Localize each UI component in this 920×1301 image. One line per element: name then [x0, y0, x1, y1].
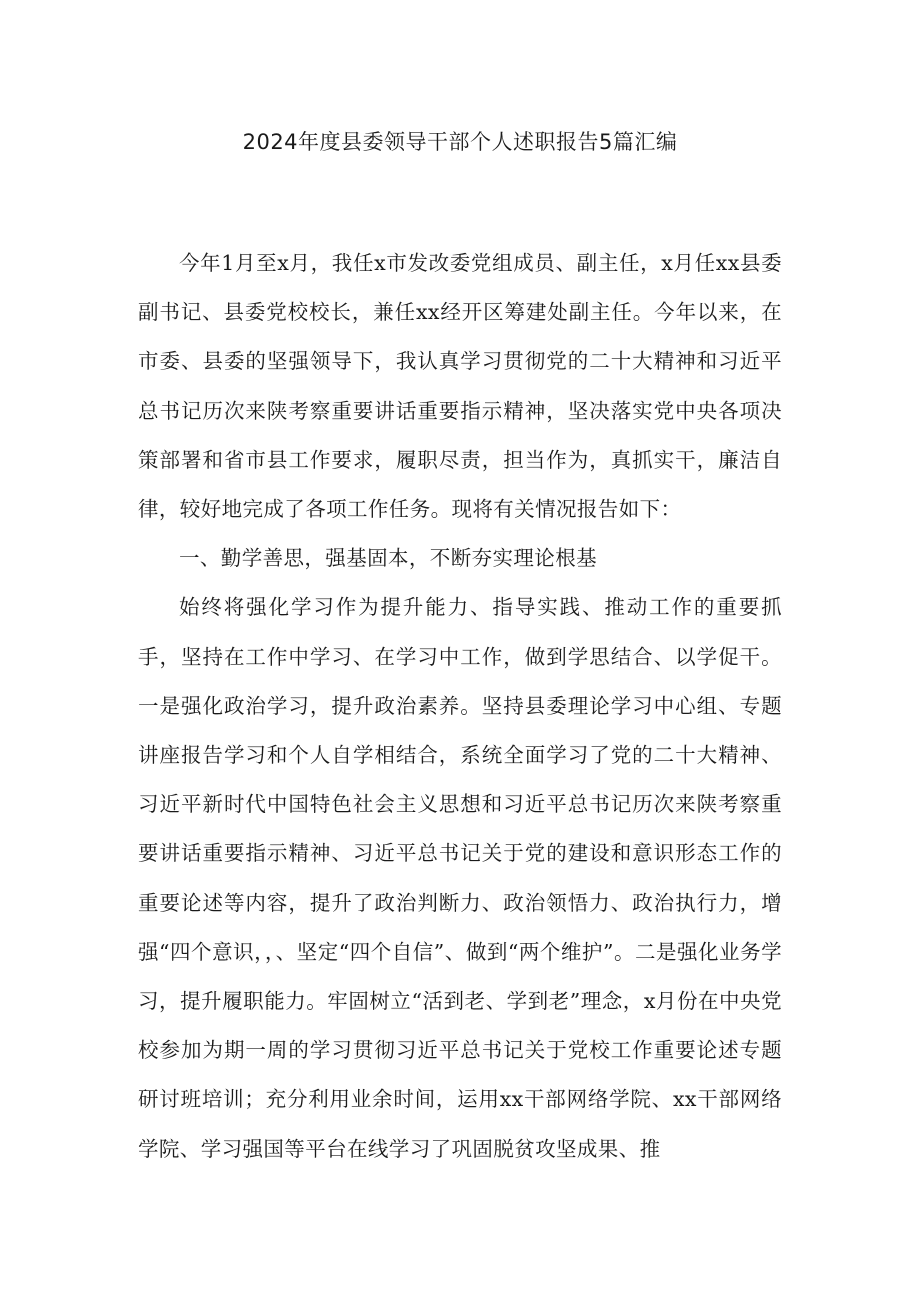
- section-heading-1: 一、勤学善思，强基固本，不断夯实理论根基: [179, 546, 597, 571]
- document-body: [138, 239, 782, 1174]
- document-title: 2024年度县委领导干部个人述职报告5篇汇编: [242, 130, 678, 154]
- intro-paragraph: 今年1月至x月，我任x市发改委党组成员、副主任，x月任xx县委副书记、县委党校校长，兼任xx经开区筹建处副主任。今年以来，在市委、县委的坚强领导下，我认真学习贯彻党的二十大精神和习近平总书记历次来陕考察重要讲话重要指示精神，坚决落实党中央各项决策部署和省市县工作要求，履职尽责，担当作为，真抓实干，廉洁自律，较好地完成了各项工作任务。现将有关情况报告如下：: [138, 251, 782, 522]
- section-paragraph-1: 始终将强化学习作为提升能力、指导实践、推动工作的重要抓手，坚持在工作中学习、在学习中工作，做到学思结合、以学促干。一是强化政治学习，提升政治素养。坚持县委理论学习中心组、专题讲座报告学习和个人自学相结合，系统全面学习了党的二十大精神、习近平新时代中国特色社会主义思想和习近平总书记历次来陕考察重要讲话重要指示精神、习近平总书记关于党的建设和意识形态工作的重要论述等内容，提升了政治判断力、政治领悟力、政治执行力，增强“四个意识，，、坚定“四个自信”、做到“两个维护”。二是强化业务学习，提升履职能力。牢固树立“活到老、学到老”理念，x月份在中央党校参加为期一周的学习贯彻习近平总书记关于党校工作重要论述专题研讨班培训；充分利用业余时间，运用xx干部网络学院、xx干部网络学院、学习强国等平台在线学习了巩固脱贫攻坚成果、推: [138, 595, 782, 1161]
